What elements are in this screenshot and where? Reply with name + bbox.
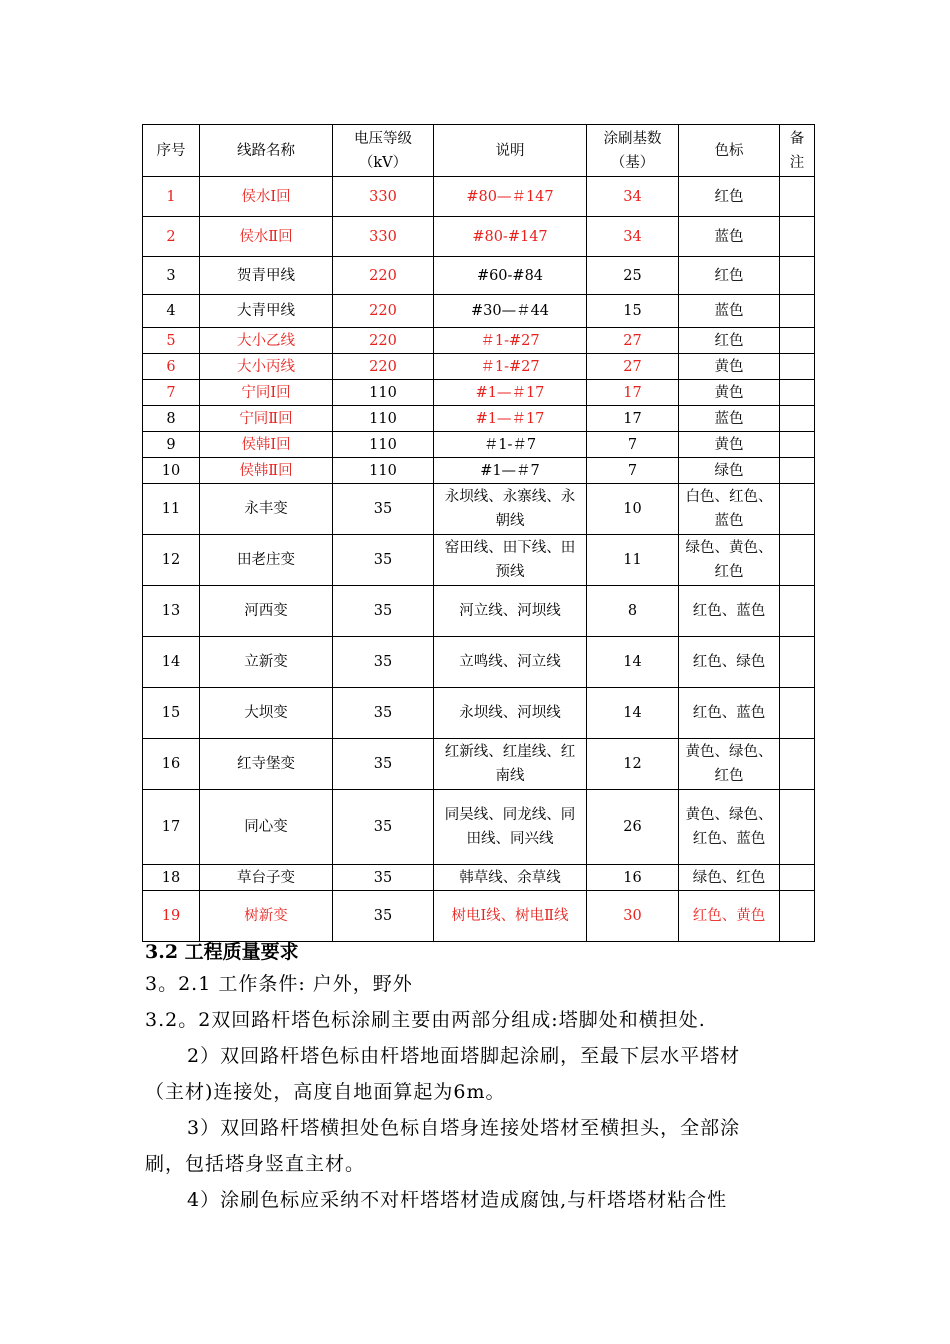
cell-remark [780, 739, 815, 790]
cell-remark [780, 637, 815, 688]
cell-voltage: 35 [333, 790, 434, 865]
header-description-text: 说明 [495, 142, 525, 159]
cell-voltage: 220 [333, 354, 434, 380]
cell-count: 30 [587, 891, 679, 942]
header-count [587, 125, 679, 177]
table-row [143, 484, 815, 535]
cell-count: 17 [587, 406, 679, 432]
cell-description: #1—＃7 [434, 458, 587, 484]
cell-line-name: 宁同Ⅱ回 [200, 406, 333, 432]
cell-line-name: 大青甲线 [200, 295, 333, 328]
cell-color: 红色、绿色 [679, 637, 780, 688]
cell-index: 9 [143, 432, 200, 458]
cell-voltage: 110 [333, 406, 434, 432]
header-remark-text: 备 [789, 130, 805, 147]
cell-remark [780, 535, 815, 586]
cell-remark [780, 891, 815, 942]
table-row [143, 586, 815, 637]
tower-color-table [142, 124, 815, 942]
cell-line-name: 田老庄变 [200, 535, 333, 586]
cell-description: 韩草线、余草线 [434, 865, 587, 891]
paragraph-painting-parts: 3.2。2双回路杆塔色标涂刷主要由两部分组成:塔脚处和横担处. [145, 1009, 706, 1031]
cell-line-name: 红寺堡变 [200, 739, 333, 790]
cell-voltage: 220 [333, 257, 434, 295]
cell-line-name: 河西变 [200, 586, 333, 637]
cell-line-name: 大坝变 [200, 688, 333, 739]
paragraph-item-3-line1: 3）双回路杆塔横担处色标自塔身连接处塔材至横担头，全部涂 [187, 1117, 741, 1139]
cell-index: 10 [143, 458, 200, 484]
cell-description: #60-#84 [434, 257, 587, 295]
cell-index: 13 [143, 586, 200, 637]
cell-remark [780, 688, 815, 739]
cell-line-name: 大小乙线 [200, 328, 333, 354]
table-row [143, 217, 815, 257]
cell-remark [780, 406, 815, 432]
cell-voltage: 220 [333, 328, 434, 354]
cell-color: 蓝色 [679, 217, 780, 257]
cell-index: 4 [143, 295, 200, 328]
cell-voltage: 35 [333, 586, 434, 637]
cell-description: ＃1-#27 [434, 354, 587, 380]
cell-remark [780, 432, 815, 458]
cell-description: #80—＃147 [434, 177, 587, 217]
header-color [679, 125, 780, 177]
cell-description: #1—＃17 [434, 380, 587, 406]
cell-line-name: 大小丙线 [200, 354, 333, 380]
table-row [143, 177, 815, 217]
cell-color: 红色 [679, 328, 780, 354]
cell-voltage: 330 [333, 177, 434, 217]
cell-color: 红色、蓝色 [679, 586, 780, 637]
header-line-name-text: 线路名称 [237, 142, 295, 159]
cell-count: 7 [587, 432, 679, 458]
cell-index: 7 [143, 380, 200, 406]
table-row [143, 891, 815, 942]
table-row [143, 739, 815, 790]
cell-count: 25 [587, 257, 679, 295]
paragraph-item-4: 4）涂刷色标应采纳不对杆塔塔材造成腐蚀,与杆塔塔材粘合性 [187, 1189, 728, 1211]
cell-index: 18 [143, 865, 200, 891]
cell-color: 黄色 [679, 432, 780, 458]
cell-line-name: 立新变 [200, 637, 333, 688]
quality-requirements-section [145, 938, 815, 1218]
cell-color: 绿色、红色 [679, 865, 780, 891]
header-remark [780, 125, 815, 177]
cell-count: 34 [587, 177, 679, 217]
cell-index: 2 [143, 217, 200, 257]
cell-remark [780, 484, 815, 535]
cell-color: 黄色 [679, 380, 780, 406]
cell-index: 3 [143, 257, 200, 295]
cell-remark [780, 865, 815, 891]
table-row [143, 535, 815, 586]
cell-description: 窑田线、田下线、田预线 [434, 535, 587, 586]
table-row [143, 295, 815, 328]
table-row [143, 637, 815, 688]
cell-voltage: 35 [333, 891, 434, 942]
cell-voltage: 35 [333, 865, 434, 891]
cell-remark [780, 354, 815, 380]
header-description [434, 125, 587, 177]
cell-line-name: 侯水Ⅱ回 [200, 217, 333, 257]
cell-remark [780, 586, 815, 637]
cell-voltage: 110 [333, 432, 434, 458]
cell-count: 16 [587, 865, 679, 891]
cell-count: 27 [587, 354, 679, 380]
table-row [143, 406, 815, 432]
cell-description: 树电Ⅰ线、树电Ⅱ线 [434, 891, 587, 942]
cell-color: 黄色 [679, 354, 780, 380]
cell-remark [780, 217, 815, 257]
cell-index: 15 [143, 688, 200, 739]
table-header-row [143, 125, 815, 177]
header-color-text: 色标 [714, 142, 744, 159]
cell-description: 立鸣线、河立线 [434, 637, 587, 688]
cell-voltage: 35 [333, 739, 434, 790]
paragraph-item-2-line1: 2）双回路杆塔色标由杆塔地面塔脚起涂刷，至最下层水平塔材 [187, 1045, 741, 1067]
cell-index: 11 [143, 484, 200, 535]
cell-index: 17 [143, 790, 200, 865]
header-index-text: 序号 [156, 142, 186, 159]
cell-description: 红新线、红崖线、红南线 [434, 739, 587, 790]
header-remark-text: 注 [789, 154, 805, 171]
cell-count: 7 [587, 458, 679, 484]
cell-line-name: 侯水Ⅰ回 [200, 177, 333, 217]
header-index [143, 125, 200, 177]
cell-count: 14 [587, 688, 679, 739]
table-row [143, 257, 815, 295]
cell-count: 14 [587, 637, 679, 688]
cell-color: 黄色、绿色、红色、蓝色 [679, 790, 780, 865]
paragraph-work-conditions: 3。2.1 工作条件: 户外，野外 [145, 973, 413, 995]
header-voltage-text: 电压等级 [354, 130, 412, 147]
paragraph-item-3-line2: 刷，包括塔身竖直主材。 [145, 1153, 366, 1175]
cell-remark [780, 257, 815, 295]
cell-line-name: 同心变 [200, 790, 333, 865]
cell-count: 10 [587, 484, 679, 535]
section-heading: 3.2 工程质量要求 [145, 941, 299, 963]
cell-voltage: 35 [333, 637, 434, 688]
cell-remark [780, 458, 815, 484]
header-count-text: （基） [610, 154, 655, 171]
table-row [143, 865, 815, 891]
header-voltage [333, 125, 434, 177]
table-row [143, 380, 815, 406]
cell-remark [780, 790, 815, 865]
table-row [143, 458, 815, 484]
cell-description: #30—＃44 [434, 295, 587, 328]
cell-line-name: 贺青甲线 [200, 257, 333, 295]
table-row [143, 790, 815, 865]
cell-color: 黄色、绿色、红色 [679, 739, 780, 790]
cell-index: 19 [143, 891, 200, 942]
cell-index: 8 [143, 406, 200, 432]
header-voltage-text: （kV） [358, 154, 408, 171]
cell-remark [780, 380, 815, 406]
cell-count: 26 [587, 790, 679, 865]
cell-count: 17 [587, 380, 679, 406]
cell-index: 14 [143, 637, 200, 688]
table-row [143, 432, 815, 458]
cell-voltage: 220 [333, 295, 434, 328]
cell-description: ＃1-＃7 [434, 432, 587, 458]
cell-count: 15 [587, 295, 679, 328]
cell-color: 红色、黄色 [679, 891, 780, 942]
cell-line-name: 草台子变 [200, 865, 333, 891]
cell-index: 16 [143, 739, 200, 790]
cell-line-name: 树新变 [200, 891, 333, 942]
cell-index: 1 [143, 177, 200, 217]
cell-description: ＃1-#27 [434, 328, 587, 354]
cell-voltage: 110 [333, 380, 434, 406]
cell-description: 河立线、河坝线 [434, 586, 587, 637]
cell-count: 11 [587, 535, 679, 586]
header-line-name [200, 125, 333, 177]
cell-color: 绿色 [679, 458, 780, 484]
cell-description: 同吴线、同龙线、同田线、同兴线 [434, 790, 587, 865]
table-row [143, 354, 815, 380]
cell-remark [780, 177, 815, 217]
cell-count: 12 [587, 739, 679, 790]
cell-voltage: 35 [333, 484, 434, 535]
cell-index: 12 [143, 535, 200, 586]
cell-count: 27 [587, 328, 679, 354]
cell-description: 永坝线、河坝线 [434, 688, 587, 739]
table-row [143, 328, 815, 354]
cell-voltage: 110 [333, 458, 434, 484]
cell-count: 8 [587, 586, 679, 637]
table-row [143, 688, 815, 739]
cell-index: 6 [143, 354, 200, 380]
cell-description: #80-#147 [434, 217, 587, 257]
cell-index: 5 [143, 328, 200, 354]
cell-line-name: 侯韩Ⅱ回 [200, 458, 333, 484]
cell-voltage: 35 [333, 535, 434, 586]
cell-line-name: 宁同Ⅰ回 [200, 380, 333, 406]
cell-line-name: 侯韩Ⅰ回 [200, 432, 333, 458]
cell-count: 34 [587, 217, 679, 257]
cell-color: 蓝色 [679, 295, 780, 328]
paragraph-item-2-line2: （主材)连接处，高度自地面算起为6m。 [145, 1081, 506, 1103]
cell-voltage: 330 [333, 217, 434, 257]
header-count-text: 涂刷基数 [603, 130, 662, 147]
cell-color: 白色、红色、蓝色 [679, 484, 780, 535]
cell-color: 绿色、黄色、红色 [679, 535, 780, 586]
cell-description: #1—＃17 [434, 406, 587, 432]
cell-color: 红色 [679, 257, 780, 295]
cell-voltage: 35 [333, 688, 434, 739]
cell-color: 红色、蓝色 [679, 688, 780, 739]
cell-remark [780, 328, 815, 354]
cell-color: 蓝色 [679, 406, 780, 432]
cell-description: 永坝线、永寨线、永朝线 [434, 484, 587, 535]
cell-line-name: 永丰变 [200, 484, 333, 535]
cell-color: 红色 [679, 177, 780, 217]
cell-remark [780, 295, 815, 328]
